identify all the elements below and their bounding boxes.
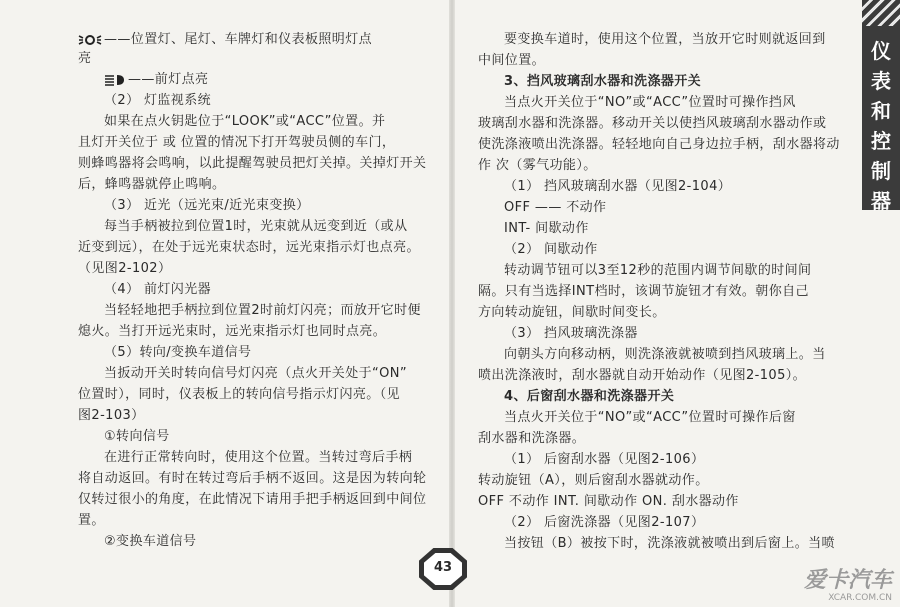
right-line-14: （3） 挡风玻璃洗涤器 — [504, 326, 638, 341]
left-line-12: （4） 前灯闪光器 — [104, 282, 212, 297]
left-line-14: 熄火。当打开远光束时，远光束指示灯也同时点亮。 — [78, 324, 387, 339]
right-heading-4: 4、后窗刮水器和洗涤器开关 — [504, 389, 675, 404]
left-line-9: 每当手柄被拉到位置1时，光束就从远变到近（或从 — [104, 219, 408, 234]
left-line-0: ——位置灯、尾灯、车牌灯和仪表板照明灯点 — [78, 31, 372, 48]
left-line-2: ——前灯点亮 — [78, 71, 208, 88]
watermark — [804, 569, 892, 603]
right-line-6: 作 次（雾气功能）。 — [478, 158, 597, 173]
right-line-0: 要变换车道时，使用这个位置，当放开它时则就返回到 — [504, 32, 826, 47]
right-line-9: INT- 间歇动作 — [504, 221, 589, 236]
left-line-13: 当轻轻地把手柄拉到位置2时前灯闪亮；而放开它时便 — [104, 303, 421, 318]
chapter-side-tab — [862, 0, 900, 213]
left-line-20: 在进行正常转向时，使用这个位置。当转过弯后手柄 — [104, 450, 413, 465]
right-line-19: 刮水器和洗涤器。 — [478, 431, 586, 446]
right-line-12: 隔。只有当选择INT档时，该调节旋钮才有效。朝你自己 — [478, 284, 809, 299]
tab-stripe — [862, 0, 900, 26]
left-line-1: 亮 — [78, 51, 92, 66]
right-heading-3: 3、挡风玻璃刮水器和洗涤器开关 — [504, 74, 702, 89]
left-line-19: ①转向信号 — [104, 429, 170, 444]
page-number: 43 — [433, 560, 453, 575]
left-line-5: 且灯开关位于 或 位置的情况下打开驾驶员侧的车门， — [78, 135, 396, 150]
right-line-22: OFF 不动作 INT. 间歇动作 ON. 刮水器动作 — [478, 494, 739, 509]
left-line-10: 近变到远），在处于远光束状态时，远光束指示灯也点亮。 — [78, 240, 420, 255]
left-line-23: 置。 — [78, 513, 105, 528]
right-line-4: 玻璃刮水器和洗涤器。移动开关以使挡风玻璃刮水器动作或 — [478, 116, 827, 131]
left-line-22: 仅转过很小的角度，在此情况下请用手把手柄返回到中间位 — [78, 492, 427, 507]
position-light-icon — [78, 33, 102, 47]
left-line-4: 如果在点火钥匙位于“LOOK”或“ACC”位置。并 — [104, 114, 386, 129]
headlight-icon — [104, 73, 126, 87]
right-line-8: OFF —— 不动作 — [504, 200, 607, 215]
right-line-3: 当点火开关位于“NO”或“ACC”位置时可操作挡风 — [504, 95, 796, 110]
left-line-3: （2） 灯监视系统 — [104, 93, 212, 108]
right-line-20: （1） 后窗刮水器（见图2-106） — [504, 452, 705, 467]
watermark-brand: 爱卡汽车 — [803, 568, 892, 593]
right-line-13: 方向转动旋钮，间歇时间变长。 — [478, 305, 666, 320]
chapter-tab-label: 仪表和控制器 — [871, 39, 891, 213]
left-line-7: 后，蜂鸣器就停止鸣响。 — [78, 177, 226, 192]
left-line-6: 则蜂鸣器将会鸣响，以此提醒驾驶员把灯关掉。关掉灯开关 — [78, 156, 427, 171]
right-line-1: 中间位置。 — [478, 53, 546, 68]
page-number-badge — [419, 548, 467, 590]
right-line-16: 喷出洗涤液时，刮水器就自动开始动作（见图2-105）。 — [478, 368, 807, 383]
left-line-24: ②变换车道信号 — [104, 534, 197, 549]
right-line-7: （1） 挡风玻璃刮水器（见图2-104） — [504, 179, 732, 194]
left-line-18: 图2-103） — [78, 408, 145, 423]
left-line-16: 当扳动开关时转向信号灯闪亮（点火开关处于“ON” — [104, 366, 408, 381]
left-line-21: 将自动返回。有时在转过弯后手柄不返回。这是因为转向轮 — [78, 471, 427, 486]
right-line-21: 转动旋钮（A），则后窗刮水器就动作。 — [478, 473, 709, 488]
right-line-10: （2） 间歇动作 — [504, 242, 598, 257]
left-line-15: （5）转向/变换车道信号 — [104, 345, 252, 360]
watermark-url: XCAR.COM.CN — [828, 593, 892, 603]
right-line-11: 转动调节钮可以3至12秒的范围内调节间歇的时间间 — [504, 263, 812, 278]
left-line-11: （见图2-102） — [78, 261, 172, 276]
right-line-24: 当按钮（B）被按下时，洗涤液就被喷出到后窗上。当喷 — [504, 536, 835, 551]
left-line-8: （3） 近光（远光束/近光束变换） — [104, 198, 310, 213]
right-line-5: 使洗涤液喷出洗涤器。轻轻地向自己身边拉手柄，刮水器将动 — [478, 137, 840, 152]
right-line-18: 当点火开关位于“NO”或“ACC”位置时可操作后窗 — [504, 410, 796, 425]
right-line-23: （2） 后窗洗涤器（见图2-107） — [504, 515, 705, 530]
right-line-15: 向朝头方向移动柄，则洗涤液就被喷到挡风玻璃上。当 — [504, 347, 826, 362]
left-line-17: 位置时），同时，仪表板上的转向信号指示灯闪亮。（见 — [78, 387, 401, 402]
right-page — [452, 0, 900, 607]
